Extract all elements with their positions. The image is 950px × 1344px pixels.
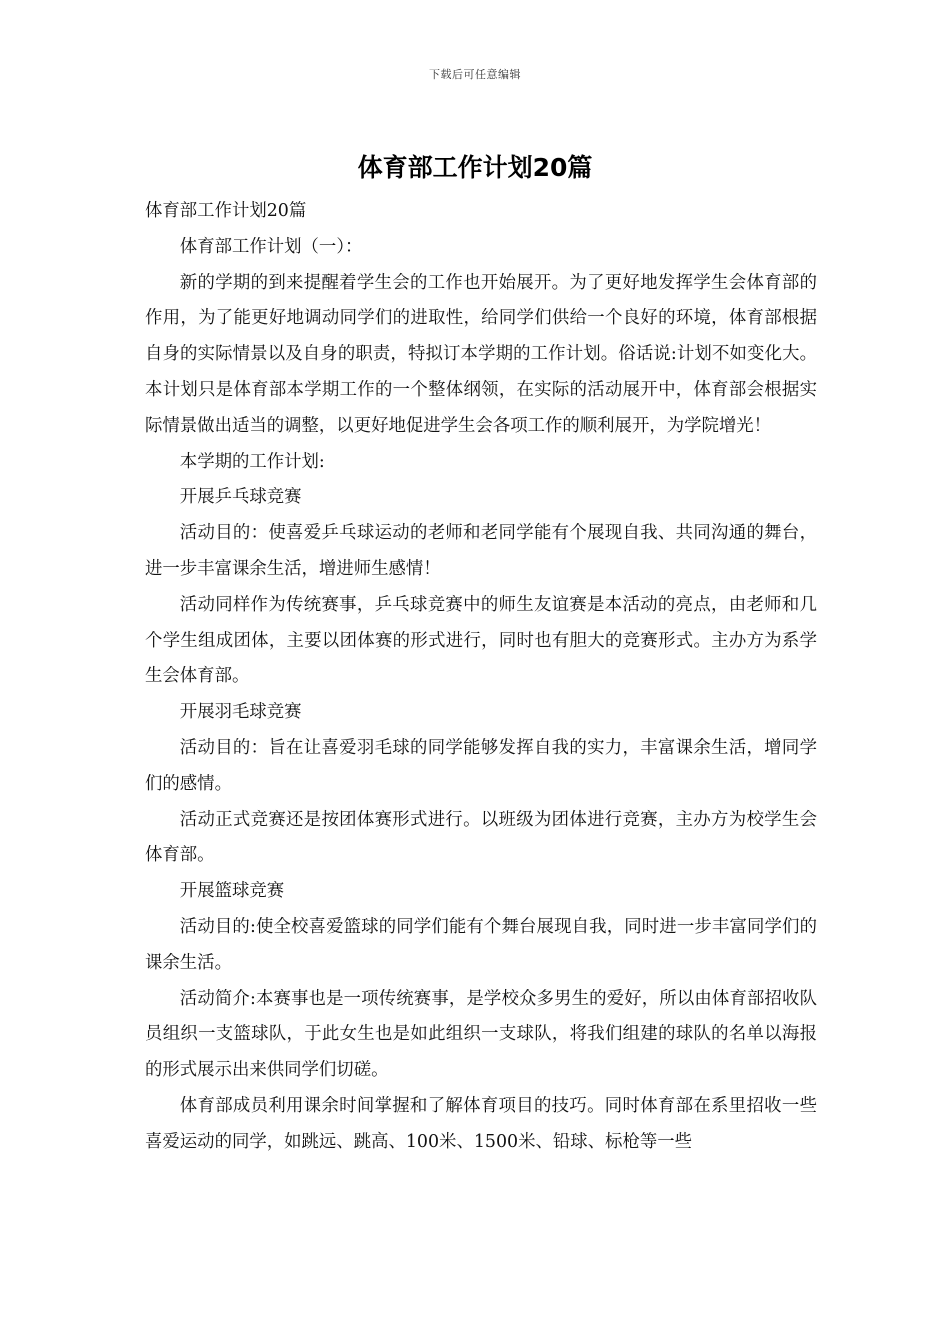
paragraph-training: 体育部成员利用课余时间掌握和了解体育项目的技巧。同时体育部在系里招收一些喜爱运动的同学，如跳远、跳高、100米、1500米、铅球、标枪等一些 bbox=[145, 1095, 817, 1152]
paragraph-table-tennis-details: 活动同样作为传统赛事，乒乓球竞赛中的师生友谊赛是本活动的亮点，由老师和几个学生组成团体，主要以团体赛的形式进行，同时也有胆大的竞赛形式。主办方为系学生会体育部。 bbox=[145, 594, 817, 687]
paragraph-section-heading: 体育部工作计划（一）： bbox=[179, 236, 363, 257]
paragraph-subtitle: 体育部工作计划20篇 bbox=[145, 201, 307, 221]
paragraph-intro: 新的学期的到来提醒着学生会的工作也开始展开。为了更好地发挥学生会体育部的作用，为了能更好地调动同学们的进取性，给同学们供给一个良好的环境，体育部根据自身的实际情景以及自身的职责，特拟订本学期的工作计划。俗话说:计划不如变化大。本计划只是体育部本学期工作的一个整体纲领，在实际的活动展开中，体育部会根据实际情景做出适当的调整，以更好地促进学生会各项工作的顺利展开，为学院增光！ bbox=[145, 272, 817, 436]
paragraph-table-tennis-purpose: 活动目的：使喜爱乒乓球运动的老师和老同学能有个展现自我、共同沟通的舞台，进一步丰富课余生活，增进师生感情！ bbox=[145, 523, 817, 579]
paragraph-table-tennis-heading: 开展乒乓球竞赛 bbox=[179, 487, 302, 508]
document-title: 体育部工作计划20篇 bbox=[357, 153, 593, 182]
paragraph-basketball-heading: 开展篮球竞赛 bbox=[179, 881, 285, 902]
document-body bbox=[145, 194, 817, 1161]
paragraph-basketball-purpose: 活动目的:使全校喜爱篮球的同学们能有个舞台展现自我，同时进一步丰富同学们的课余生活。 bbox=[145, 916, 817, 973]
header-note: 下载后可任意编辑 bbox=[429, 68, 521, 81]
paragraph-badminton-details: 活动正式竞赛还是按团体赛形式进行。以班级为团体进行竞赛，主办方为校学生会体育部。 bbox=[145, 809, 817, 866]
paragraph-badminton-heading: 开展羽毛球竞赛 bbox=[179, 702, 302, 723]
paragraph-plan-heading: 本学期的工作计划: bbox=[179, 451, 325, 472]
paragraph-badminton-purpose: 活动目的：旨在让喜爱羽毛球的同学能够发挥自我的实力，丰富课余生活，增同学们的感情。 bbox=[145, 737, 817, 794]
paragraph-basketball-intro: 活动简介:本赛事也是一项传统赛事，是学校众多男生的爱好，所以由体育部招收队员组织一支篮球队，于此女生也是如此组织一支球队，将我们组建的球队的名单以海报的形式展示出来供同学们切磋。 bbox=[145, 988, 817, 1081]
